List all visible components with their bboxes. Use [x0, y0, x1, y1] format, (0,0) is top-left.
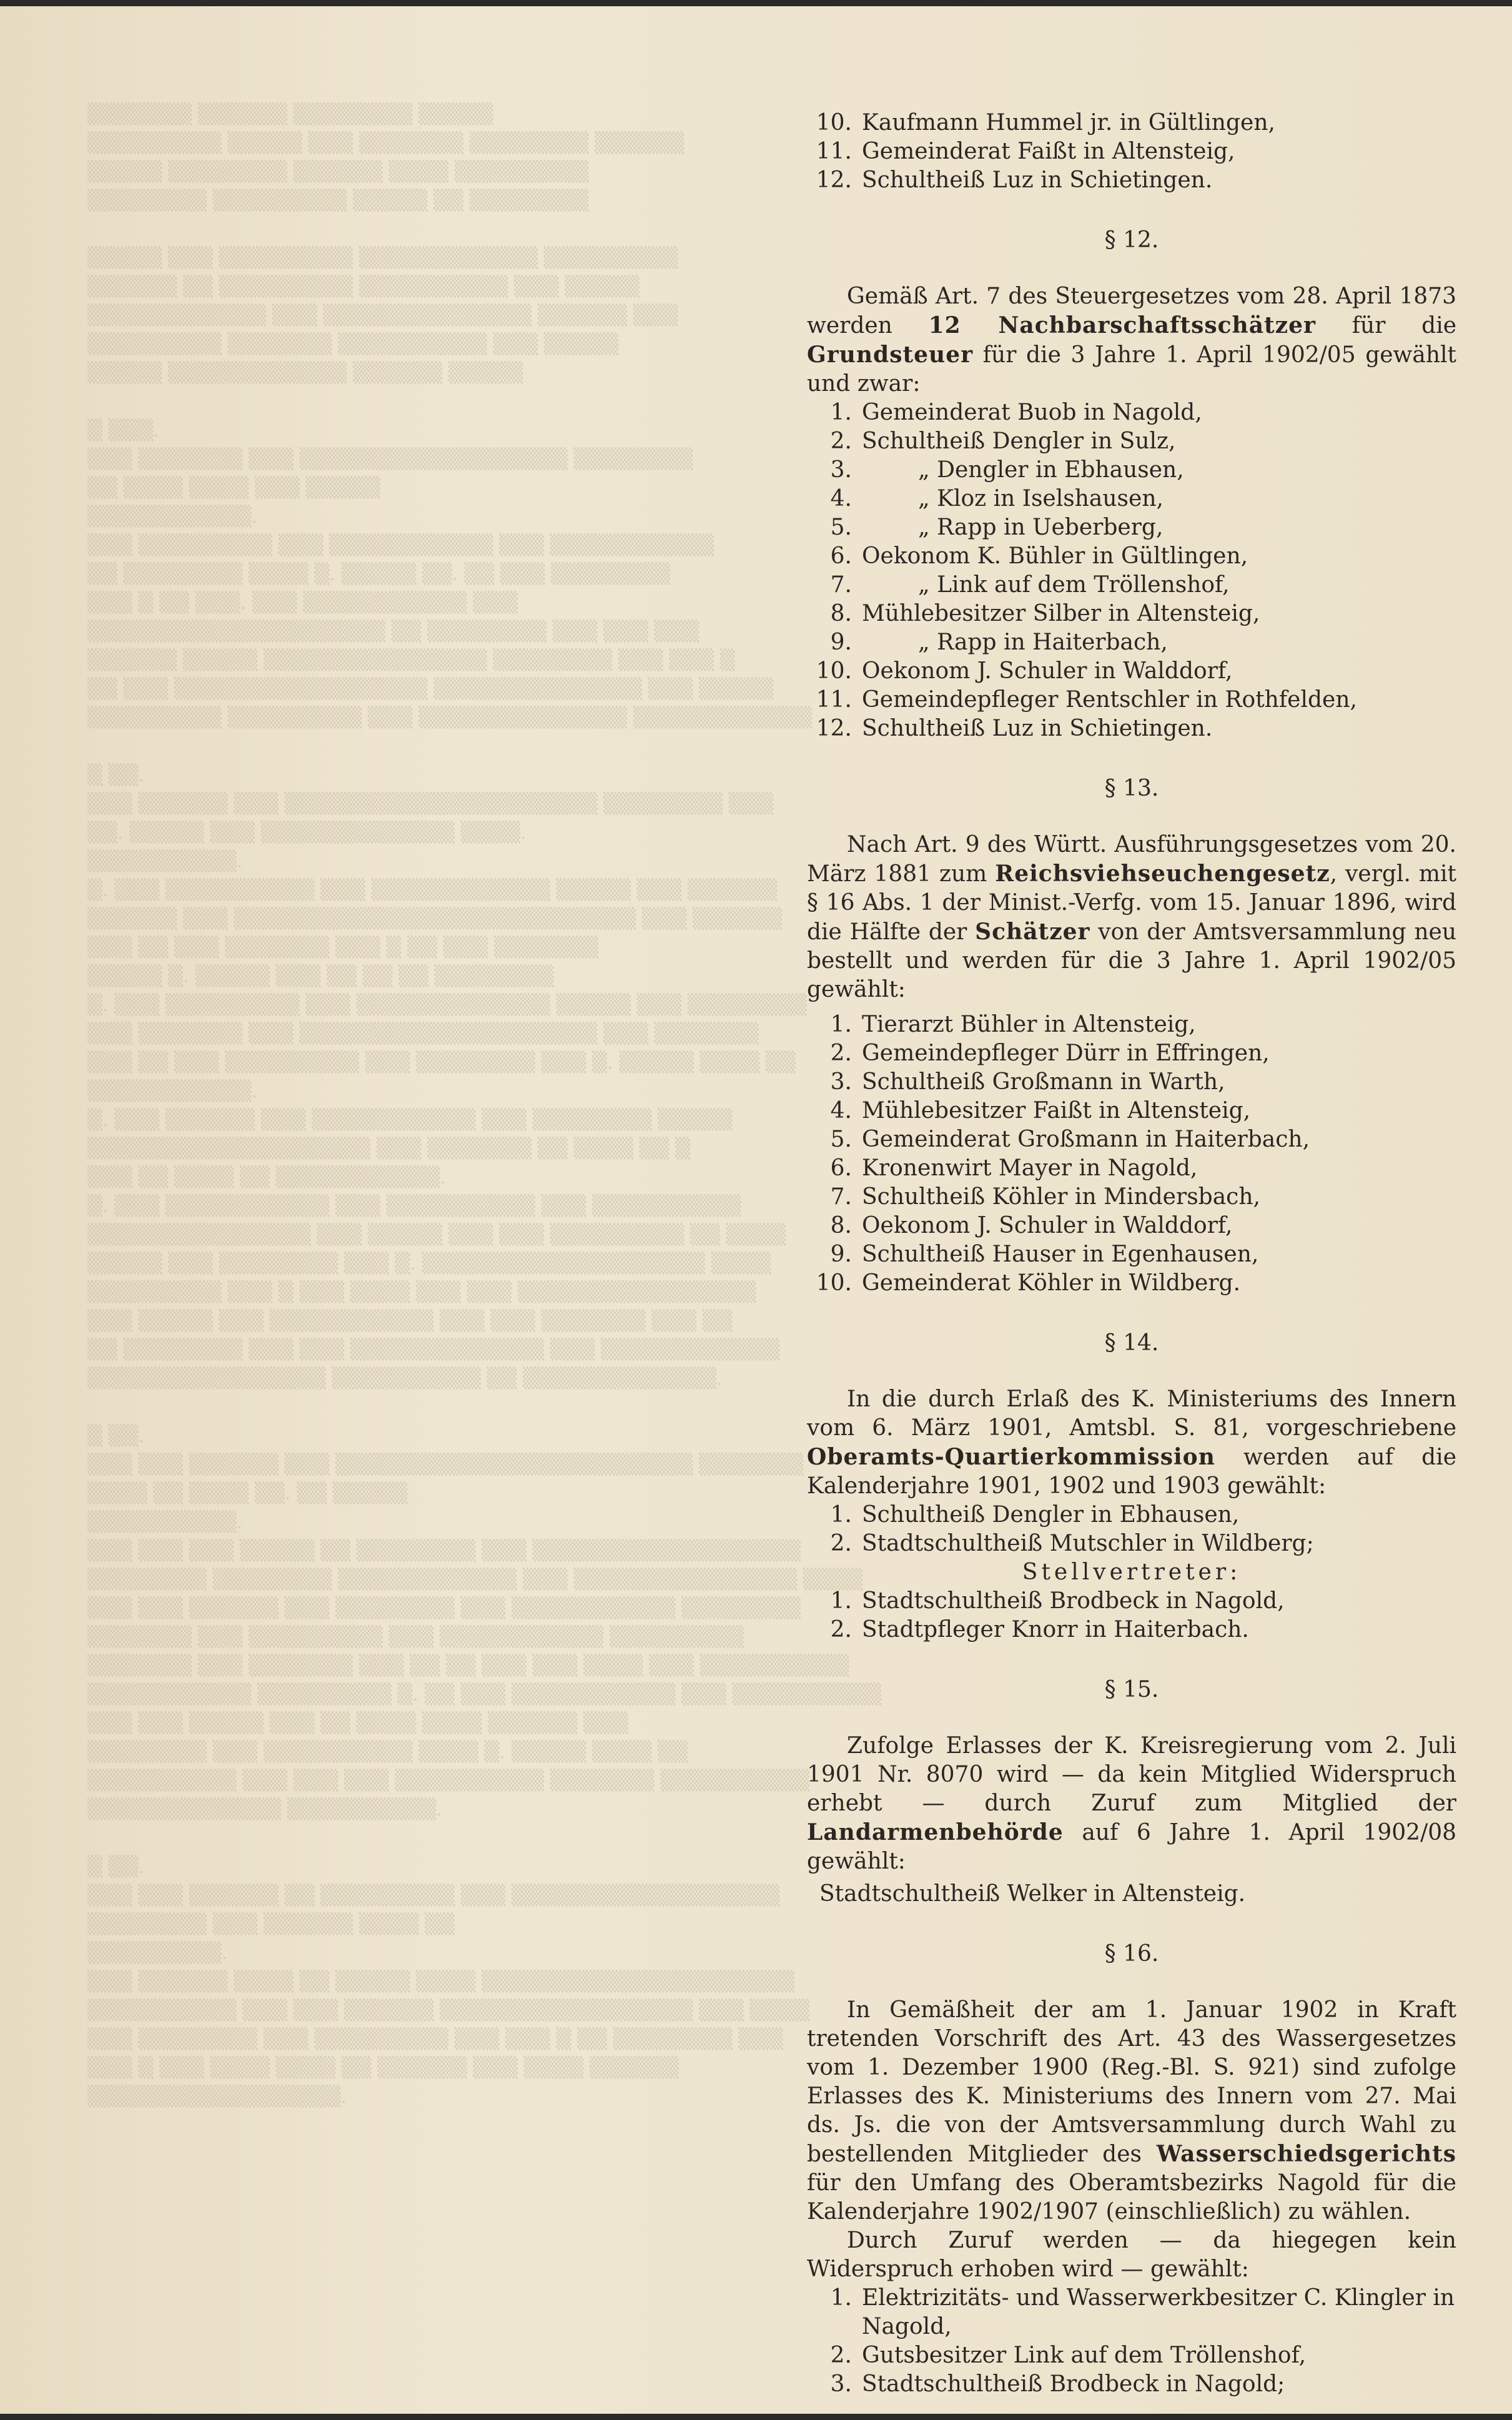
section-heading-12: § 12. [1104, 227, 1159, 253]
list-item: 12. Schultheiß Luz in Schietingen. [816, 716, 1213, 741]
section-13-paragraph: Nach Art. 9 des Württ. Ausführungsgesetzes vom 20. März 1881 zum Reichsviehseuchengesetz, vergl. mit § 16 Abs. 1 der Minist.-Verfg. vom 15. Januar 1896, wird die Hälfte der Schätzer von der Amtsversammlung neu bestellt und werden für die 3 Jahre 1. April 1902/05 gewählt: [807, 832, 1457, 1002]
list-item: 5. Gemeinderat Großmann in Haiterbach, [830, 1127, 1310, 1152]
list-item: 9. „ Rapp in Haiterbach, [830, 630, 1168, 655]
list-item: 2. Stadtpfleger Knorr in Haiterbach. [830, 1617, 1249, 1642]
list-item: 2. Schultheiß Dengler in Sulz, [830, 428, 1176, 454]
document-page [0, 6, 1512, 2414]
section-heading-13: § 13. [1104, 776, 1159, 801]
list-item: 5. „ Rapp in Ueberberg, [830, 515, 1164, 540]
section-heading-16: § 16. [1104, 1941, 1159, 1967]
list-item: 10. Kaufmann Hummel jr. in Gültlingen, [816, 110, 1275, 136]
list-item: 2. Gemeindepfleger Dürr in Effringen, [830, 1040, 1270, 1066]
list-item: 3. Schultheiß Großmann in Warth, [830, 1069, 1225, 1095]
list-item: 1. Schultheiß Dengler in Ebhausen, [830, 1502, 1240, 1528]
list-item: 2. Gutsbesitzer Link auf dem Tröllenshof, [830, 2343, 1307, 2368]
list-item: 10. Gemeinderat Köhler in Wildberg. [816, 1270, 1241, 1296]
list-item: 10. Oekonom J. Schuler in Walddorf, [816, 658, 1233, 684]
list-item: 3. „ Dengler in Ebhausen, [830, 457, 1184, 483]
list-item: 3. Stadtschultheiß Brodbeck in Nagold; [830, 2371, 1285, 2397]
substitutes-list [807, 1587, 1456, 1644]
list-item: 4. Mühlebesitzer Faißt in Altensteig, [830, 1098, 1251, 1124]
section-16-list [807, 2284, 1456, 2399]
section-16-paragraph: In Gemäßheit der am 1. Januar 1902 in Kraft tretenden Vorschrift des Art. 43 des Wassergesetzes vom 1. Dezember 1900 (Reg.-Bl. S. 921) sind zufolge Erlasses des K. Ministeriums des Innern vom 27. Mai ds. Js. die von der Amtsversammlung durch Wahl zu bestellenden Mitglieder des Wasserschiedsgerichts für den Umfang des Oberamtsbezirks Nagold für die Kalenderjahre 1902/1907 (einschließlich) zu wählen. [807, 1997, 1456, 2225]
section-heading-15: § 15. [1104, 1677, 1159, 1702]
substitutes-heading: Stellvertreter: [1022, 1559, 1242, 1585]
list-item: 1. Tierarzt Bühler in Altensteig, [830, 1012, 1196, 1037]
list-item: 1. Elektrizitäts- und Wasserwerkbesitzer C. Klingler in Nagold, [830, 2285, 1455, 2339]
intro-list [807, 109, 1456, 195]
section-15-elected: Stadtschultheiß Welker in Altensteig. [819, 1881, 1246, 1907]
list-item: 1. Gemeinderat Buob in Nagold, [830, 400, 1202, 425]
section-15-paragraph: Zufolge Erlasses der K. Kreisregierung vom 2. Juli 1901 Nr. 8070 wird — da kein Mitglied Widerspruch erhebt — durch Zuruf zum Mitglied der Landarmenbehörde auf 6 Jahre 1. April 1902/08 gewählt: [807, 1733, 1456, 1874]
list-item: 8. Oekonom J. Schuler in Walddorf, [830, 1213, 1233, 1238]
list-item: 2. Stadtschultheiß Mutschler in Wildberg; [830, 1531, 1314, 1556]
list-item: 9. Schultheiß Hauser in Egenhausen, [830, 1242, 1259, 1267]
list-item: 6. Oekonom K. Bühler in Gültlingen, [830, 543, 1248, 569]
section-12-paragraph: Gemäß Art. 7 des Steuergesetzes vom 28. April 1873 werden 12 Nachbarschaftsschätzer für die Grundsteuer für die 3 Jahre 1. April 1902/05 gewählt und zwar: [807, 284, 1457, 397]
list-item: 1. Stadtschultheiß Brodbeck in Nagold, [830, 1588, 1285, 1614]
section-heading-14: § 14. [1104, 1330, 1159, 1356]
section-13-list [807, 1010, 1456, 1298]
main-text-column [807, 109, 1456, 2399]
list-item: 8. Mühlebesitzer Silber in Altensteig, [830, 601, 1260, 626]
list-item: 7. „ Link auf dem Tröllenshof, [830, 572, 1230, 598]
list-item: 12. Schultheiß Luz in Schietingen. [816, 167, 1213, 193]
list-item: 11. Gemeinderat Faißt in Altensteig, [816, 139, 1235, 164]
list-item: 6. Kronenwirt Mayer in Nagold, [830, 1155, 1198, 1181]
reverse-side-show-through: ▒▒▒▒▒▒▒ ▒▒▒▒▒▒ ▒▒▒▒▒▒▒▒ ▒▒▒▒▒ ▒▒▒▒▒▒▒▒▒ ▒▒▒▒▒ ▒▒▒ ▒▒▒▒▒▒▒ ▒▒▒▒▒▒▒▒ ▒▒▒▒▒▒ ▒▒▒▒▒ ▒▒▒▒▒▒▒▒ ▒▒▒▒▒▒ ▒▒▒▒ ▒▒▒▒▒▒▒▒▒ ▒▒▒▒▒▒▒▒ ▒▒▒▒▒▒▒▒▒ ▒▒▒▒▒ ▒▒ ▒▒▒▒▒▒▒▒ ▒▒▒▒▒ ▒▒▒ ▒▒▒▒▒▒▒▒▒ ▒▒▒▒▒▒▒▒▒▒▒▒ ▒▒▒▒▒▒▒▒▒ ▒▒▒▒▒▒ ▒▒ ▒▒▒▒▒▒▒▒▒ ▒▒▒▒▒▒▒▒▒▒ ▒▒▒ ▒▒▒▒▒ ▒▒▒▒▒▒▒▒▒▒▒▒ ▒▒▒ ▒▒▒▒▒▒▒▒▒▒▒▒▒▒ ▒▒▒▒▒▒ ▒▒▒ ▒▒▒▒▒▒▒▒▒ ▒▒▒▒▒▒▒ ▒▒▒▒▒▒▒▒▒▒ ▒▒▒ ▒▒▒▒▒ ▒▒▒▒▒ ▒▒▒▒▒▒▒▒▒▒▒▒ ▒▒▒▒▒▒ ▒▒▒▒▒ ▒ ▒▒▒. ▒▒▒ ▒▒▒▒▒▒▒ ▒▒▒ ▒▒▒▒▒▒▒▒▒▒▒▒▒▒▒▒▒▒ ▒▒▒▒▒▒▒▒ ▒▒ ▒▒▒▒ ▒▒▒▒ ▒▒▒ ▒▒▒▒▒ ▒▒▒▒▒▒▒▒▒▒▒. ▒▒▒ ▒▒▒▒▒▒▒▒▒ ▒▒▒ ▒▒▒▒▒▒▒▒▒▒▒ ▒▒▒ ▒▒▒▒▒▒▒▒▒▒▒ ▒▒ ▒▒▒▒▒▒▒▒ ▒▒▒▒ ▒. ▒▒▒▒▒ ▒▒. ▒▒ ▒▒▒ ▒▒▒▒▒▒▒▒ ▒▒▒ ▒ ▒▒ ▒▒▒. ▒▒▒ ▒▒▒▒▒▒▒▒▒▒▒ ▒▒▒ ▒▒▒▒▒▒▒▒▒▒▒▒▒▒▒▒▒▒▒▒ ▒▒ ▒▒▒▒▒▒▒▒ ▒▒▒ ▒▒▒ ▒▒▒ ▒▒▒▒▒▒ ▒▒▒▒▒ ▒▒▒▒▒▒▒▒▒▒▒▒▒▒▒ ▒▒▒▒▒▒▒▒ ▒▒▒ ▒▒▒ ▒ ▒▒ ▒▒▒ ▒▒▒▒▒▒▒▒▒▒▒▒▒▒▒▒▒ ▒▒▒▒▒▒▒▒▒▒▒▒▒▒ ▒▒▒ ▒▒▒▒▒ ▒▒▒▒▒▒▒▒▒ ▒▒▒▒▒▒▒▒▒ ▒▒▒ ▒▒▒▒▒▒▒▒▒▒▒▒▒▒ ▒▒▒▒▒▒▒▒▒▒▒▒ ▒ ▒▒. ▒▒▒ ▒▒▒▒▒▒ ▒▒▒ ▒▒▒▒▒▒▒▒▒▒▒▒▒▒▒▒▒▒▒▒▒ ▒▒▒▒▒▒▒▒ ▒▒▒ ▒▒. ▒▒▒▒▒ ▒▒▒ ▒▒▒▒▒▒▒▒▒▒▒▒▒ ▒▒▒▒. ▒▒▒▒▒▒▒▒▒▒. ▒. ▒▒▒ ▒▒▒▒▒▒▒▒▒▒ ▒▒▒ ▒▒▒▒▒▒▒▒▒▒▒▒ ▒▒▒▒▒ ▒▒▒ ▒▒▒▒▒▒ ▒▒▒▒▒▒ ▒▒▒ ▒▒▒▒▒▒▒▒▒▒▒▒▒▒▒▒▒▒▒▒▒▒▒▒▒▒▒ ▒▒▒ ▒▒▒▒▒▒ ▒▒▒ ▒▒ ▒▒▒ ▒▒▒▒▒▒▒ ▒▒▒ ▒ ▒▒ ▒▒▒ ▒▒▒▒▒▒▒ ▒▒▒▒▒ ▒. ▒▒▒▒▒ ▒▒▒ ▒▒ ▒▒ ▒▒ ▒▒▒▒▒▒▒▒ ▒. ▒▒▒ ▒▒▒▒▒▒▒▒▒ ▒▒▒ ▒▒▒▒▒▒▒▒▒▒▒▒▒ ▒▒▒▒▒ ▒▒▒ ▒▒▒▒▒▒▒▒ ▒▒▒ ▒▒▒▒▒▒▒ ▒▒▒ ▒▒▒▒▒▒▒▒▒▒▒▒▒▒▒▒▒▒▒▒ ▒▒▒ ▒▒▒▒▒▒▒ ▒▒▒ ▒▒ ▒▒▒ ▒▒▒▒▒▒▒▒▒ ▒▒▒ ▒▒▒▒▒▒▒▒ ▒▒▒ ▒. ▒▒▒▒▒ ▒▒▒▒ ▒▒ ▒▒▒▒▒▒▒▒▒▒▒. ▒. ▒▒▒ ▒▒▒▒▒▒ ▒▒▒ ▒▒▒▒▒▒▒▒▒▒▒ ▒▒▒ ▒▒▒▒▒▒▒▒ ▒▒▒▒▒ ▒▒▒▒▒▒▒▒▒▒▒▒▒▒▒▒▒▒▒ ▒▒▒ ▒▒▒▒▒▒▒ ▒▒ ▒▒▒▒ ▒▒ ▒ ▒▒▒ ▒▒ ▒▒▒▒ ▒▒ ▒▒▒▒▒▒▒▒▒▒▒. ▒. ▒▒▒ ▒▒▒▒▒▒▒▒▒▒▒ ▒▒▒ ▒▒▒▒▒▒▒▒▒▒ ▒▒▒ ▒▒▒▒▒▒▒▒▒▒ ▒▒▒▒▒▒▒▒▒▒▒▒▒▒▒ ▒▒▒ ▒▒▒▒▒ ▒▒▒ ▒▒▒ ▒▒▒▒▒▒▒▒▒ ▒▒ ▒▒▒▒ ▒▒▒▒▒ ▒▒▒ ▒▒▒▒▒▒▒▒ ▒▒▒ ▒. ▒▒▒▒▒▒▒▒▒▒▒▒▒▒▒▒▒▒▒ ▒▒▒▒ ▒▒▒▒▒▒▒▒▒ ▒▒▒ ▒ ▒▒▒ ▒▒▒▒ ▒▒▒ ▒▒▒ ▒▒▒▒▒▒▒▒▒▒▒▒▒▒▒▒ ▒▒▒ ▒▒▒▒▒ ▒▒▒ ▒▒▒▒▒▒▒▒▒▒▒ ▒▒▒ ▒▒▒ ▒▒▒▒▒▒▒ ▒▒▒ ▒▒ ▒▒ ▒▒▒▒▒▒▒▒ ▒▒▒ ▒▒▒ ▒▒▒▒▒▒▒▒▒▒▒▒▒ ▒▒▒ ▒▒▒▒▒▒▒▒▒▒▒▒ ▒▒▒▒▒▒▒▒▒▒▒▒▒▒▒▒ ▒▒▒▒▒▒▒▒▒▒ ▒▒ ▒▒▒▒▒▒▒▒▒▒▒▒▒. ▒ ▒▒. ▒▒▒ ▒▒▒ ▒▒▒▒▒▒ ▒▒▒ ▒▒▒▒▒▒▒▒▒▒▒▒▒▒▒▒▒▒▒▒▒▒▒▒ ▒▒▒▒▒▒▒ ▒▒▒▒ ▒▒ ▒▒▒▒ ▒▒. ▒▒ ▒▒▒▒▒ ▒▒▒▒▒▒▒▒▒▒. ▒▒▒ ▒▒▒ ▒▒▒ ▒▒▒▒▒ ▒▒ ▒▒▒▒▒▒▒▒ ▒▒▒ ▒▒▒▒▒▒▒▒▒▒▒▒▒▒▒▒▒▒ ▒▒▒▒▒▒▒▒ ▒▒▒▒▒▒▒▒ ▒▒▒▒▒▒▒▒▒▒▒▒ ▒▒▒ ▒▒▒▒▒▒▒▒▒▒▒▒▒▒▒ ▒▒▒▒ ▒▒▒ ▒▒▒ ▒▒▒▒▒▒ ▒▒▒ ▒▒▒▒▒▒▒▒ ▒▒▒ ▒▒▒▒▒▒▒▒▒▒▒ ▒▒▒▒▒▒▒▒ ▒▒▒▒▒▒▒ ▒▒▒ ▒▒▒▒▒▒▒▒▒ ▒▒▒ ▒▒▒▒▒▒▒▒▒▒▒ ▒▒▒▒▒▒▒▒▒ ▒▒▒▒▒▒▒ ▒▒▒ ▒▒▒▒▒▒▒ ▒▒▒ ▒▒ ▒▒ ▒▒▒ ▒▒▒ ▒▒▒▒ ▒▒▒ ▒▒▒▒▒▒▒▒▒▒ ▒▒▒▒▒▒▒▒▒▒▒ ▒▒▒▒▒▒▒▒▒ ▒. ▒▒ ▒▒▒ ▒▒▒▒▒▒▒▒▒▒▒ ▒▒▒ ▒▒▒▒▒▒▒▒▒▒ ▒▒▒ ▒▒▒ ▒▒▒▒▒ ▒▒▒ ▒▒ ▒▒▒▒ ▒▒▒▒ ▒▒▒▒▒▒ ▒▒▒ ▒▒▒▒▒▒▒▒ ▒▒▒ ▒▒▒▒▒▒▒▒▒▒ ▒▒▒▒ ▒. ▒▒▒▒▒ ▒▒▒▒ ▒▒ ▒▒▒▒▒▒▒▒▒▒ ▒▒▒ ▒▒▒ ▒▒▒ ▒▒▒▒▒▒▒▒▒▒ ▒▒▒▒▒▒▒ ▒▒▒▒▒▒▒▒▒▒ ▒▒▒▒▒▒▒▒▒▒▒▒▒ ▒▒▒▒▒▒▒▒▒▒. ▒ ▒▒. ▒▒▒ ▒▒▒ ▒▒▒▒▒▒ ▒▒ ▒▒▒▒▒▒▒▒▒ ▒▒▒ ▒▒▒▒▒▒▒▒▒▒▒▒▒▒▒▒▒▒ ▒▒▒▒▒▒▒▒ ▒▒▒ ▒▒▒▒▒▒ ▒▒▒▒ ▒▒ ▒▒▒▒▒▒▒▒▒. ▒▒▒ ▒▒▒▒▒▒ ▒▒▒▒ ▒▒ ▒▒▒▒▒ ▒▒▒▒ ▒▒▒▒▒▒▒▒▒▒▒▒▒▒▒▒▒▒▒▒▒ ▒▒▒▒▒▒▒▒▒▒ ▒▒▒ ▒▒▒ ▒▒▒▒▒▒ ▒▒▒▒▒▒▒▒▒▒▒▒▒▒▒▒▒ ▒▒▒ ▒▒▒▒ ▒▒▒ ▒▒▒▒▒▒▒▒ ▒▒▒ ▒▒▒▒▒▒▒▒▒ ▒▒▒ ▒▒▒ ▒ ▒▒ ▒▒▒▒▒▒▒▒ ▒▒▒ ▒▒▒ ▒ ▒▒▒ ▒▒▒▒ ▒▒▒▒ ▒▒ ▒▒▒▒▒▒ ▒▒▒ ▒▒▒▒ ▒▒▒▒▒▒ ▒▒▒▒▒▒▒▒▒▒▒▒▒▒▒▒▒. [87, 103, 881, 2108]
section-16-paragraph-2: Durch Zuruf werden — da hiegegen kein Widerspruch erhoben wird — gewählt: [807, 2228, 1456, 2282]
section-12-list [807, 398, 1456, 743]
list-item: 7. Schultheiß Köhler in Mindersbach, [830, 1184, 1260, 1210]
section-14-list [807, 1501, 1456, 1558]
section-14-paragraph: In die durch Erlaß des K. Ministeriums des Innern vom 6. März 1901, Amtsbl. S. 81, vorgeschriebene Oberamts-Quartierkommission werden auf die Kalenderjahre 1901, 1902 und 1903 gewählt: [807, 1386, 1456, 1499]
list-item: 4. „ Kloz in Iselshausen, [830, 486, 1164, 511]
list-item: 11. Gemeindepfleger Rentschler in Rothfelden, [816, 687, 1357, 713]
